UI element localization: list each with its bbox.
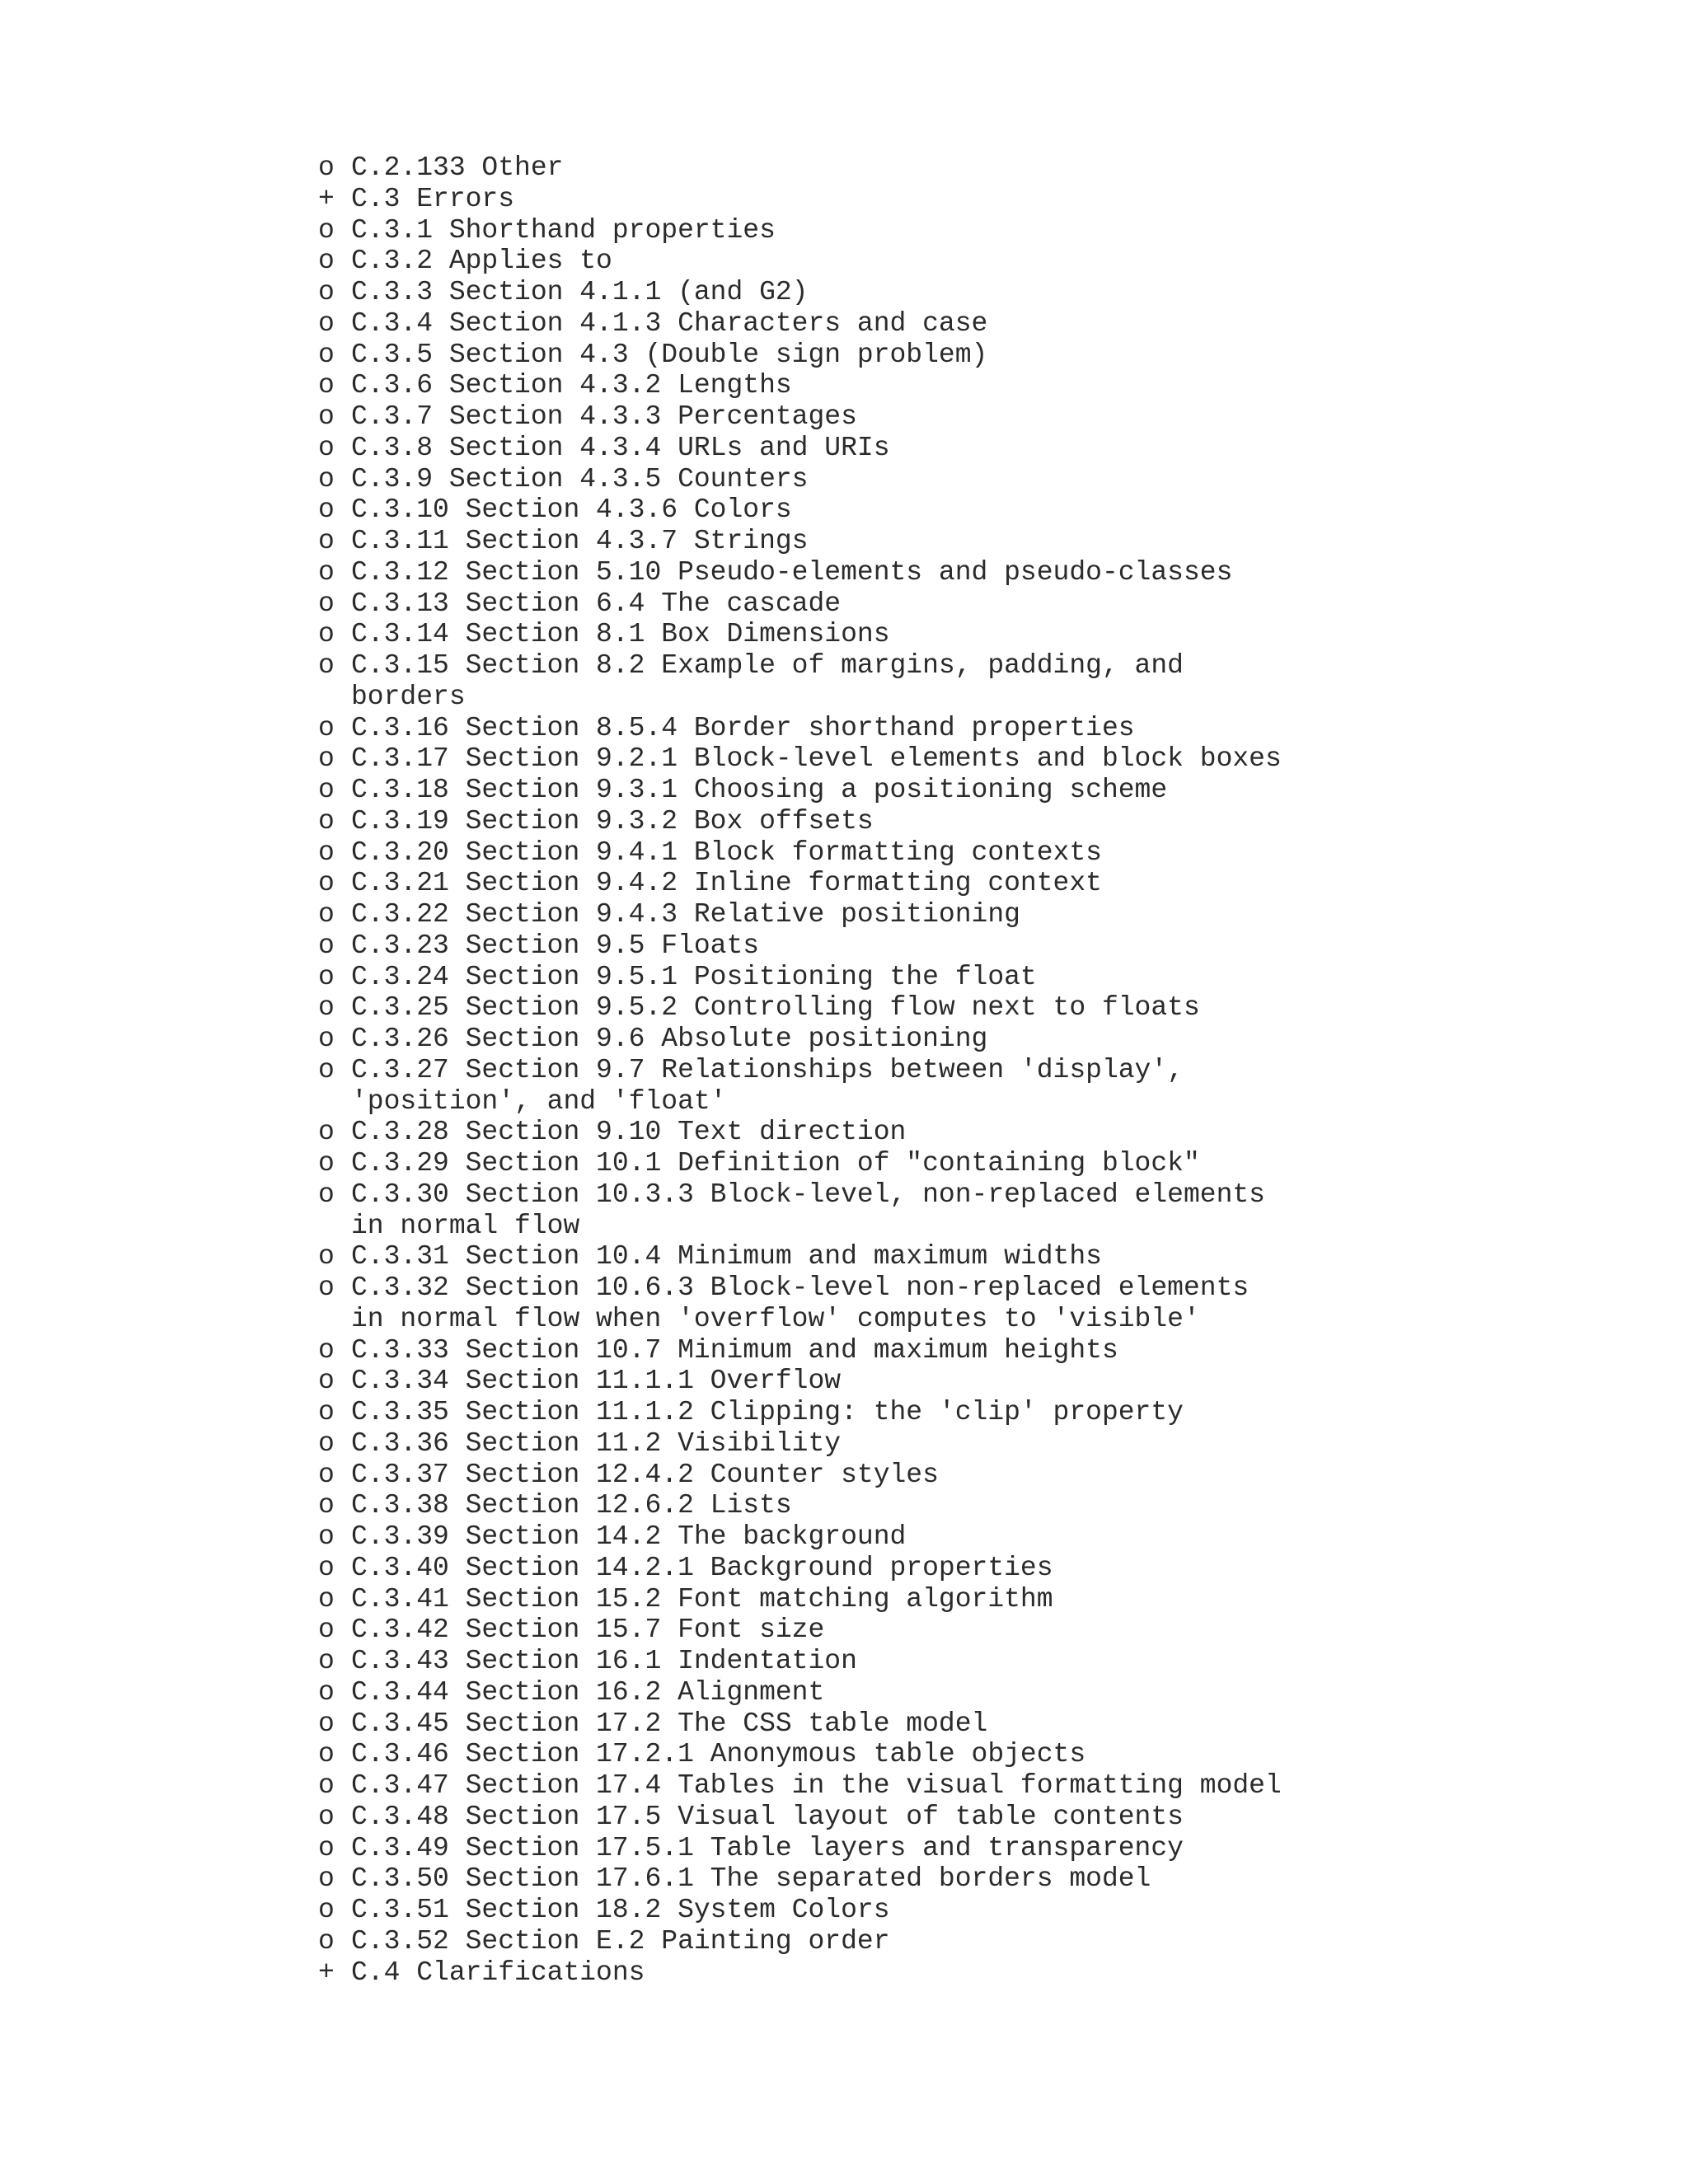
toc-subsection-item (318, 1863, 1282, 1895)
toc-entry-text (351, 308, 987, 340)
table-of-contents (318, 152, 1282, 1988)
toc-entry-text (351, 1677, 824, 1708)
list-marker: o (318, 1676, 335, 1708)
toc-subsection-item (318, 1739, 1282, 1770)
toc-entry-text (351, 930, 759, 962)
list-marker: o (318, 992, 335, 1024)
list-marker: o (318, 961, 335, 992)
list-marker: o (318, 432, 335, 463)
toc-entry-text (351, 588, 841, 620)
list-marker: o (318, 1708, 335, 1739)
list-marker: o (318, 277, 335, 307)
list-marker: o (318, 339, 335, 370)
toc-entry-text (351, 619, 890, 650)
toc-entry-text (351, 1272, 1249, 1335)
toc-entry-line: C.3.12 Section 5.10 Pseudo-elements and pseudo-classes (351, 556, 1233, 588)
toc-entry-text (351, 837, 1102, 869)
toc-entry-text (351, 1926, 890, 1957)
toc-entry-line: C.2.133 Other (351, 152, 564, 183)
list-marker: o (318, 650, 335, 681)
toc-subsection-item (318, 152, 1282, 184)
list-marker: o (318, 1459, 335, 1490)
toc-entry-text (351, 184, 514, 215)
toc-entry-line: C.3.28 Section 9.10 Text direction (351, 1117, 907, 1148)
toc-entry-line: C.3.29 Section 10.1 Definition of "containing block" (351, 1148, 1200, 1179)
toc-entry-text (351, 1833, 1184, 1864)
toc-entry-line: C.3.37 Section 12.4.2 Counter styles (351, 1459, 939, 1490)
toc-entry-line: in normal flow when 'overflow' computes to 'visible' (351, 1303, 1200, 1334)
toc-entry-line: C.3.24 Section 9.5.1 Positioning the float (351, 961, 1037, 992)
toc-subsection-item (318, 1615, 1282, 1646)
toc-entry-text (351, 401, 857, 433)
toc-entry-text (351, 1957, 645, 1989)
toc-subsection-item (318, 1553, 1282, 1584)
list-marker: o (318, 837, 335, 868)
toc-entry-text (351, 277, 809, 308)
toc-subsection-item (318, 1428, 1282, 1460)
toc-entry-text (351, 1179, 1265, 1242)
toc-entry-line: C.3.40 Section 14.2.1 Background properties (351, 1552, 1053, 1583)
toc-subsection-item (318, 1802, 1282, 1833)
toc-entry-text (351, 1366, 841, 1397)
list-marker: o (318, 370, 335, 401)
list-marker: o (318, 1148, 335, 1179)
list-marker: o (318, 1054, 335, 1085)
toc-entry-text (351, 1148, 1200, 1179)
toc-subsection-item (318, 619, 1282, 650)
toc-entry-text (351, 1863, 1151, 1895)
list-marker: o (318, 1366, 335, 1397)
toc-entry-line: C.3.20 Section 9.4.1 Block formatting contexts (351, 837, 1102, 868)
toc-entry-line: C.3.51 Section 18.2 System Colors (351, 1895, 890, 1925)
list-marker: o (318, 1895, 335, 1925)
list-marker: o (318, 1615, 335, 1646)
toc-entry-text (351, 433, 890, 464)
toc-entry-line: C.3.41 Section 15.2 Font matching algorithm (351, 1583, 1053, 1615)
toc-entry-text (351, 650, 1184, 713)
toc-entry-line: C.3.5 Section 4.3 (Double sign problem) (351, 339, 988, 370)
toc-entry-line: C.3.27 Section 9.7 Relationships between 'display', (351, 1054, 1184, 1085)
toc-subsection-item (318, 1241, 1282, 1272)
toc-entry-text (351, 713, 1135, 744)
toc-entry-line: C.3.21 Section 9.4.2 Inline formatting context (351, 868, 1102, 899)
toc-subsection-item (318, 1460, 1282, 1491)
list-marker: o (318, 1521, 335, 1552)
toc-entry-text (351, 340, 987, 371)
toc-subsection-item (318, 1677, 1282, 1708)
toc-entry-text (351, 464, 809, 495)
list-marker: o (318, 1490, 335, 1521)
list-marker: o (318, 1272, 335, 1303)
toc-subsection-item (318, 1490, 1282, 1521)
toc-subsection-item (318, 1646, 1282, 1677)
list-marker: o (318, 1863, 335, 1895)
toc-subsection-item (318, 1584, 1282, 1615)
toc-entry-line: C.3.4 Section 4.1.3 Characters and case (351, 307, 988, 339)
list-marker: o (318, 1801, 335, 1832)
list-marker: o (318, 868, 335, 899)
toc-section-item (318, 184, 1282, 215)
toc-entry-text (351, 1117, 906, 1148)
toc-subsection-item (318, 775, 1282, 806)
toc-entry-line: borders (351, 681, 466, 712)
toc-subsection-item (318, 1366, 1282, 1397)
list-marker: o (318, 556, 335, 588)
toc-subsection-item (318, 1397, 1282, 1428)
toc-subsection-item (318, 246, 1282, 277)
toc-entry-text (351, 494, 792, 526)
toc-entry-line: C.3.6 Section 4.3.2 Lengths (351, 370, 792, 401)
toc-entry-line: C.3.35 Section 11.1.2 Clipping: the 'clip' property (351, 1397, 1184, 1427)
toc-entry-text (351, 1460, 939, 1491)
list-marker: o (318, 1770, 335, 1801)
list-marker: o (318, 1117, 335, 1148)
toc-entry-text (351, 246, 612, 277)
toc-entry-text (351, 1241, 1102, 1272)
toc-entry-line: C.3.45 Section 17.2 The CSS table model (351, 1708, 988, 1739)
toc-subsection-item (318, 1708, 1282, 1740)
list-marker: o (318, 712, 335, 743)
list-marker: o (318, 619, 335, 650)
list-marker: o (318, 775, 335, 805)
toc-entry-line: C.3.48 Section 17.5 Visual layout of table contents (351, 1801, 1184, 1832)
toc-subsection-item (318, 526, 1282, 557)
toc-entry-text (351, 557, 1232, 588)
toc-subsection-item (318, 1335, 1282, 1366)
list-marker: o (318, 1241, 335, 1272)
list-marker: o (318, 588, 335, 619)
toc-entry-line: C.3.30 Section 10.3.3 Block-level, non-replaced elements (351, 1179, 1265, 1210)
list-marker: + (318, 1957, 335, 1988)
toc-entry-line: C.3.33 Section 10.7 Minimum and maximum heights (351, 1334, 1118, 1366)
list-marker: o (318, 401, 335, 432)
list-marker: o (318, 494, 335, 526)
toc-entry-text (351, 1521, 906, 1553)
toc-entry-line: C.3.36 Section 11.2 Visibility (351, 1427, 842, 1459)
toc-entry-line: C.3 Errors (351, 183, 515, 214)
toc-section-item (318, 1957, 1282, 1989)
list-marker: o (318, 1739, 335, 1770)
toc-entry-line: C.3.22 Section 9.4.3 Relative positioning (351, 899, 1020, 930)
toc-entry-line: C.3.7 Section 4.3.3 Percentages (351, 401, 857, 432)
toc-entry-text (351, 1055, 1184, 1118)
toc-entry-text (351, 806, 874, 837)
toc-subsection-item (318, 650, 1282, 713)
toc-subsection-item (318, 340, 1282, 371)
list-marker: o (318, 930, 335, 961)
toc-entry-line: C.3.15 Section 8.2 Example of margins, padding, and (351, 650, 1184, 681)
list-marker: o (318, 1427, 335, 1459)
toc-subsection-item (318, 713, 1282, 744)
toc-entry-line: 'position', and 'float' (351, 1085, 727, 1117)
toc-entry-line: C.3.49 Section 17.5.1 Table layers and transparency (351, 1832, 1184, 1863)
list-marker: o (318, 463, 335, 494)
toc-entry-line: C.3.19 Section 9.3.2 Box offsets (351, 805, 874, 837)
toc-subsection-item (318, 277, 1282, 308)
toc-entry-text (351, 370, 792, 401)
toc-entry-line: C.3.9 Section 4.3.5 Counters (351, 463, 809, 494)
toc-subsection-item (318, 930, 1282, 962)
toc-entry-line: C.3.43 Section 16.1 Indentation (351, 1646, 857, 1676)
toc-entry-text (351, 1428, 841, 1460)
toc-subsection-item (318, 837, 1282, 869)
toc-entry-line: C.3.16 Section 8.5.4 Border shorthand properties (351, 712, 1135, 743)
toc-entry-line: C.3.10 Section 4.3.6 Colors (351, 494, 792, 526)
list-marker: o (318, 214, 335, 246)
list-marker: o (318, 1397, 335, 1427)
toc-subsection-item (318, 494, 1282, 526)
toc-entry-text (351, 868, 1102, 899)
toc-subsection-item (318, 1272, 1282, 1335)
toc-entry-line: C.3.44 Section 16.2 Alignment (351, 1676, 825, 1708)
list-marker: o (318, 899, 335, 930)
toc-subsection-item (318, 1179, 1282, 1242)
list-marker: o (318, 1552, 335, 1583)
toc-subsection-item (318, 1055, 1282, 1118)
list-marker: o (318, 526, 335, 556)
toc-subsection-item (318, 1770, 1282, 1802)
toc-entry-text (351, 1895, 890, 1926)
toc-subsection-item (318, 1926, 1282, 1957)
toc-entry-text (351, 1490, 792, 1521)
toc-entry-line: C.3.25 Section 9.5.2 Controlling flow next to floats (351, 992, 1200, 1024)
toc-subsection-item (318, 215, 1282, 246)
toc-entry-line: C.3.17 Section 9.2.1 Block-level elements and block boxes (351, 743, 1282, 775)
list-marker: o (318, 1925, 335, 1957)
toc-entry-text (351, 1802, 1184, 1833)
toc-entry-text (351, 775, 1167, 806)
toc-entry-line: C.3.42 Section 15.7 Font size (351, 1615, 825, 1646)
toc-entry-line: C.3.3 Section 4.1.1 (and G2) (351, 277, 809, 307)
list-marker: o (318, 1334, 335, 1366)
list-marker: o (318, 1179, 335, 1210)
toc-subsection-item (318, 1024, 1282, 1055)
list-marker: + (318, 183, 335, 214)
toc-subsection-item (318, 588, 1282, 620)
toc-entry-text (351, 215, 776, 246)
toc-subsection-item (318, 308, 1282, 340)
toc-entry-text (351, 1646, 857, 1677)
toc-entry-line: C.3.14 Section 8.1 Box Dimensions (351, 619, 890, 650)
list-marker: o (318, 1832, 335, 1863)
toc-subsection-item (318, 868, 1282, 899)
toc-entry-line: C.3.8 Section 4.3.4 URLs and URIs (351, 432, 890, 463)
toc-entry-line: C.3.52 Section E.2 Painting order (351, 1925, 890, 1957)
toc-entry-text (351, 152, 563, 184)
toc-subsection-item (318, 464, 1282, 495)
toc-subsection-item (318, 370, 1282, 401)
toc-entry-line: C.3.47 Section 17.4 Tables in the visual formatting model (351, 1770, 1282, 1801)
toc-subsection-item (318, 1148, 1282, 1179)
toc-subsection-item (318, 962, 1282, 993)
toc-subsection-item (318, 743, 1282, 775)
toc-subsection-item (318, 992, 1282, 1024)
toc-entry-line: C.3.39 Section 14.2 The background (351, 1521, 907, 1552)
toc-entry-text (351, 1397, 1184, 1428)
toc-entry-line: C.3.26 Section 9.6 Absolute positioning (351, 1024, 988, 1054)
toc-entry-text (351, 1553, 1053, 1584)
toc-entry-text (351, 1708, 987, 1740)
toc-entry-text (351, 1770, 1282, 1802)
toc-entry-line: C.3.11 Section 4.3.7 Strings (351, 526, 809, 556)
list-marker: o (318, 1646, 335, 1676)
toc-entry-text (351, 992, 1200, 1024)
toc-entry-line: C.3.2 Applies to (351, 246, 612, 277)
toc-subsection-item (318, 1833, 1282, 1864)
list-marker: o (318, 246, 335, 277)
toc-entry-line: C.3.13 Section 6.4 The cascade (351, 588, 842, 619)
toc-entry-line: C.3.50 Section 17.6.1 The separated borders model (351, 1863, 1151, 1895)
toc-entry-line: C.4 Clarifications (351, 1957, 645, 1988)
toc-subsection-item (318, 806, 1282, 837)
toc-entry-text (351, 1615, 824, 1646)
toc-subsection-item (318, 899, 1282, 930)
toc-entry-text (351, 899, 1020, 930)
toc-entry-text (351, 1024, 987, 1055)
toc-entry-line: C.3.1 Shorthand properties (351, 214, 776, 246)
toc-subsection-item (318, 1117, 1282, 1148)
toc-entry-text (351, 1584, 1053, 1615)
toc-entry-line: C.3.23 Section 9.5 Floats (351, 930, 760, 961)
list-marker: o (318, 152, 335, 183)
toc-subsection-item (318, 401, 1282, 433)
toc-subsection-item (318, 557, 1282, 588)
toc-subsection-item (318, 1895, 1282, 1926)
toc-subsection-item (318, 1521, 1282, 1553)
toc-entry-text (351, 526, 809, 557)
toc-entry-text (351, 962, 1037, 993)
list-marker: o (318, 743, 335, 775)
toc-entry-line: C.3.38 Section 12.6.2 Lists (351, 1490, 792, 1521)
toc-entry-text (351, 1739, 1085, 1770)
toc-entry-line: C.3.31 Section 10.4 Minimum and maximum widths (351, 1241, 1102, 1272)
toc-subsection-item (318, 433, 1282, 464)
list-marker: o (318, 307, 335, 339)
toc-entry-line: C.3.32 Section 10.6.3 Block-level non-replaced elements (351, 1272, 1250, 1303)
toc-entry-line: in normal flow (351, 1210, 580, 1241)
list-marker: o (318, 1024, 335, 1054)
toc-entry-line: C.3.34 Section 11.1.1 Overflow (351, 1366, 842, 1397)
toc-entry-text (351, 743, 1282, 775)
toc-entry-text (351, 1335, 1118, 1366)
toc-entry-line: C.3.18 Section 9.3.1 Choosing a positioning scheme (351, 775, 1168, 805)
toc-entry-line: C.3.46 Section 17.2.1 Anonymous table objects (351, 1739, 1086, 1770)
list-marker: o (318, 805, 335, 837)
list-marker: o (318, 1583, 335, 1615)
